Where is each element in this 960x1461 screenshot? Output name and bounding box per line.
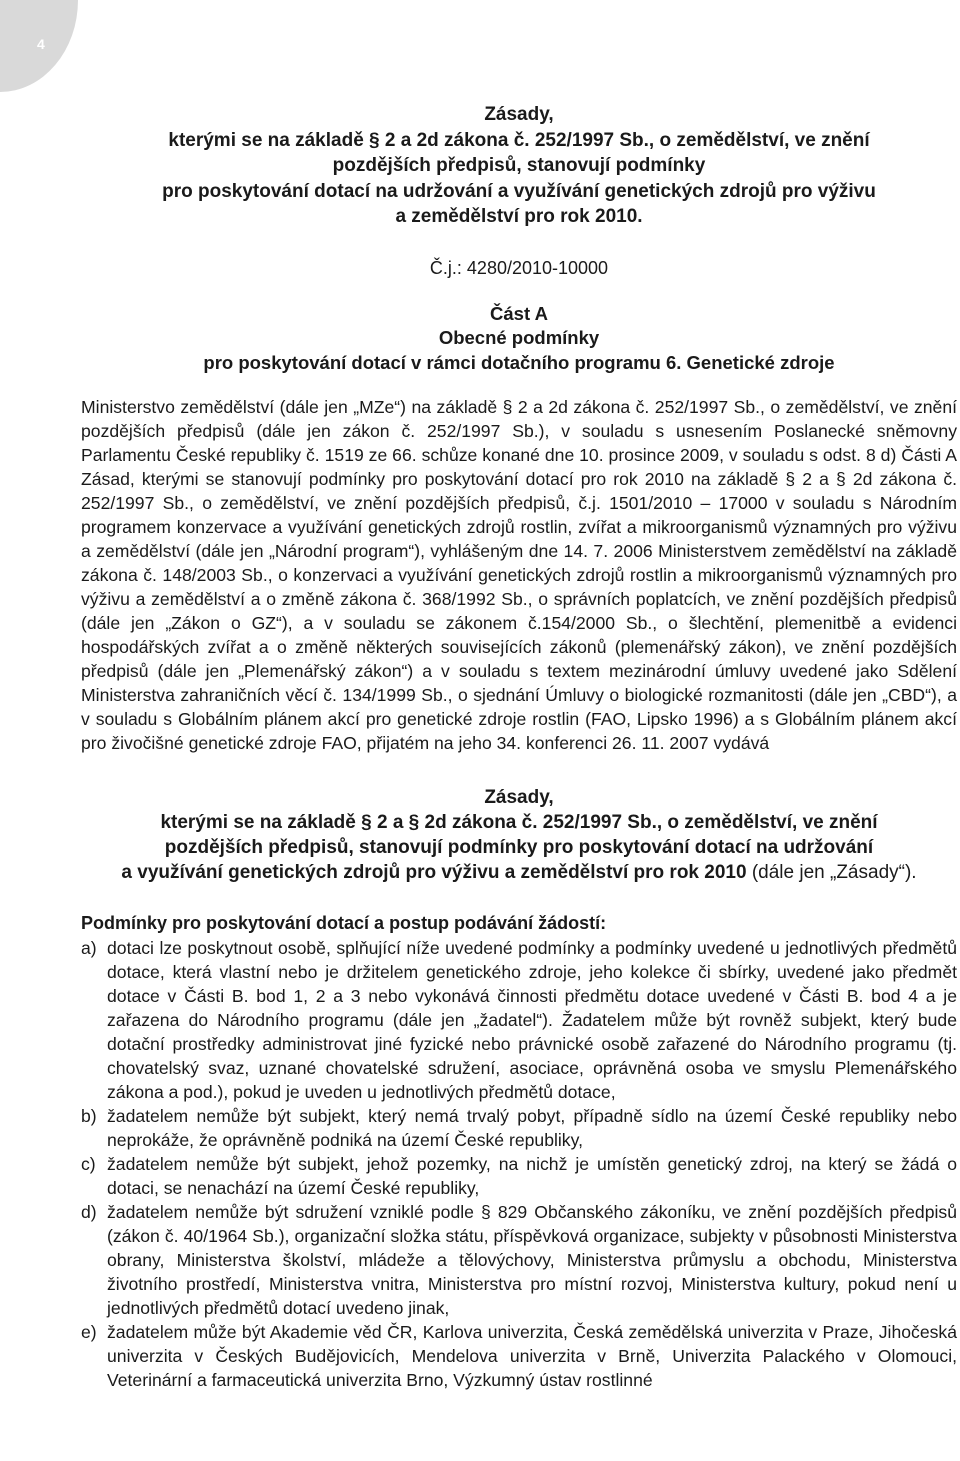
list-item (81, 1104, 957, 1152)
conditions-list (81, 936, 957, 1392)
list-marker: e) (81, 1322, 97, 1342)
list-item-text: dotaci lze poskytnout osobě, splňující níže uvedené podmínky a podmínky uvedené u jednotlivých předmětů dotace, která vlastní nebo je držitelem genetického zdroje, jeho kolekce či sbírky, uvedené jako předmět dotace v Části B. bod 1, 2 a 3 nebo vykonává činnosti předmětu dotace uvedené v Části B. bod 4 a je zařazena do Národního programu (dále jen „žadatel“). Žadatelem může být rovněž subjekt, který bude dotační prostředky administrovat jiné fyzické nebo právnické osobě zařazené do Národního programu (tj. chovatelský svaz, uznané chovatelské sdružení, asociace, oprávněná osoba ve smyslu Plemenářského zákona a pod.), pokud je uveden u jednotlivých předmětů dotace, (107, 938, 957, 1102)
list-item-text: žadatelem nemůže být subjekt, jehož pozemky, na nichž je umístěn genetický zdroj, na který se žádá o dotaci, se nenachází na území České republiky, (107, 1154, 957, 1198)
list-marker: d) (81, 1202, 97, 1222)
list-item (81, 1152, 957, 1200)
zasady-line-1: Zásady, (484, 787, 554, 808)
conditions-heading: Podmínky pro poskytování dotací a postup podávání žádostí: (81, 913, 607, 933)
part-line-2: Obecné podmínky (438, 327, 600, 348)
page-corner-tab (0, 0, 78, 92)
title-line-2: kterými se na základě § 2 a 2d zákona č. 252/1997 Sb., o zemědělství, ve znění (168, 129, 870, 151)
part-heading (81, 302, 957, 376)
list-marker: a) (81, 938, 97, 958)
list-marker: b) (81, 1106, 97, 1126)
list-item (81, 1200, 957, 1320)
intro-paragraph: Ministerstvo zemědělství (dále jen „MZe“) na základě § 2 a 2d zákona č. 252/1997 Sb., o zemědělství, ve znění pozdějších předpisů (dále jen zákon č. 252/1997 Sb.), v souladu s usnesením Poslanecké sněmovny Parlamentu České republiky č. 1519 ze 66. schůze konané dne 10. prosince 2009, v souladu s odst. 8 d) Části A Zásad, kterými se stanovují podmínky pro poskytování dotací pro rok 2010 na základě § 2 a § 2d zákona č. 252/1997 Sb., o zemědělství, ve znění pozdějších předpisů, č.j. 1501/2010 – 17000 v souladu s Národním programem konzervace a využívání genetických zdrojů rostlin, zvířat a mikroorganismů významných pro výživu a zemědělství (dále jen „Národní program“), vyhlášeným dne 14. 7. 2006 Ministerstvem zemědělství na základě zákona č. 148/2003 Sb., o konzervaci a využívání genetických zdrojů rostlin a mikroorganismů významných pro výživu a zemědělství a o změně zákona č. 368/1992 Sb., o správních poplatcích, ve znění pozdějších předpisů (dále jen „Zákon o GZ“), a v souladu se zákonem č.154/2000 Sb., o šlechtění, plemenitbě a evidenci hospodářských zvířat a o změně některých souvisejících zákonů (plemenářský zákon), ve znění pozdějších předpisů (dále jen „Plemenářský zákon“) a v souladu s textem mezinárodní úmluvy uvedené jako Sdělení Ministerstva zahraničních věcí č. 134/1999 Sb., o sjednání Úmluvy o biologické rozmanitosti (dále jen „CBD“), a v souladu s Globálním plánem akcí pro genetické zdroje rostlin (FAO, Lipsko 1996) a s Globálním plánem akcí pro živočišné genetické zdroje FAO, přijatém na jeho 34. konferenci 26. 11. 2007 vydává (81, 397, 957, 753)
zasady-line-2: kterými se na základě § 2 a § 2d zákona č. 252/1997 Sb., o zemědělství, ve znění (160, 812, 878, 833)
list-item (81, 936, 957, 1104)
page-number: 4 (37, 36, 45, 52)
title-line-4: pro poskytování dotací na udržování a využívání genetických zdrojů pro výživu (162, 180, 876, 202)
title-line-1: Zásady, (484, 104, 554, 125)
zasady-heading (81, 785, 957, 885)
part-line-1: Část A (490, 302, 548, 324)
document-page (81, 102, 957, 1392)
document-title (81, 102, 957, 230)
list-item-text: žadatelem nemůže být subjekt, který nemá trvalý pobyt, případně sídlo na území České republiky nebo neprokáže, že oprávněně podniká na území České republiky, (107, 1106, 957, 1150)
reference-number: Č.j.: 4280/2010-10000 (429, 257, 609, 278)
title-line-3: pozdějších předpisů, stanovují podmínky (332, 155, 706, 176)
list-item-text: žadatelem nemůže být sdružení vzniklé podle § 829 Občanského zákoníku, ve znění pozdějších předpisů (zákon č. 40/1964 Sb.), organizační složka státu, příspěvková organizace, subjekty v působnosti Ministerstva obrany, Ministerstva školství, mládeže a tělovýchovy, Ministerstva průmyslu a obchodu, Ministerstva životního prostředí, Ministerstva vnitra, Ministerstva pro místní rozvoj, Ministerstva kultury, pokud není u jednotlivých předmětů dotací uvedeno jinak, (107, 1202, 957, 1318)
zasady-line-4-bold: a využívání genetických zdrojů pro výživu a zemědělství pro rok 2010 (121, 862, 747, 883)
zasady-line-4-rest: (dále jen „Zásady“). (746, 862, 917, 883)
part-line-3: pro poskytování dotací v rámci dotačního programu 6. Genetické zdroje (203, 351, 835, 373)
list-item-text: žadatelem může být Akademie věd ČR, Karlova univerzita, Česká zemědělská univerzita v Praze, Jihočeská univerzita v Českých Budějovicích, Mendelova univerzita v Brně, Univerzita Palackého v Olomouci, Veterinární a farmaceutická univerzita Brno, Výzkumný ústav rostlinné (107, 1322, 957, 1390)
list-item (81, 1320, 957, 1392)
list-marker: c) (81, 1154, 96, 1174)
title-line-5: a zemědělství pro rok 2010. (395, 206, 643, 227)
zasady-line-3: pozdějších předpisů, stanovují podmínky pro poskytování dotací na udržování (164, 837, 874, 858)
